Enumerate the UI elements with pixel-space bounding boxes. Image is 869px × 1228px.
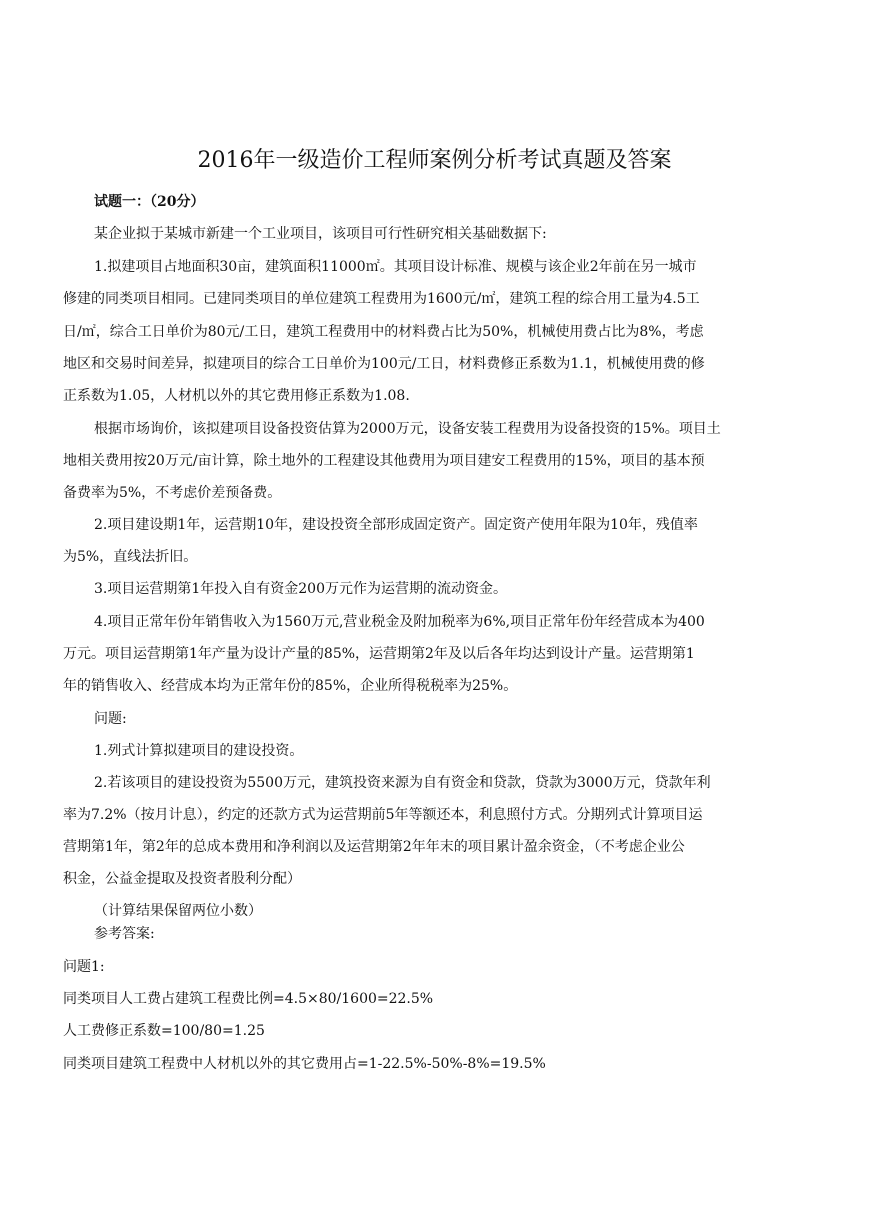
question-1: 1.列式计算拟建项目的建设投资。 [94, 743, 304, 759]
answer-line: 人工费修正系数=100/80=1.25 [63, 1023, 265, 1039]
answer-line: 同类项目建筑工程费中人材机以外的其它费用占=1-22.5%-50%-8%=19.5% [63, 1056, 546, 1072]
answer-question-1-label: 问题1: [63, 959, 105, 975]
questions-label: 问题: [94, 711, 127, 727]
question-2-line: 2.若该项目的建设投资为5500万元，建筑投资来源为自有资金和贷款，贷款为3000万元，贷款年利 [94, 775, 711, 791]
answer-line: 同类项目人工费占建筑工程费比例=4.5×80/1600=22.5% [63, 991, 434, 1007]
item4-line: 年的销售收入、经营成本均为正常年份的85%，企业所得税税率为25%。 [63, 678, 518, 694]
item2-line: 2.项目建设期1年，运营期10年，建设投资全部形成固定资产。固定资产使用年限为10年，残值率 [94, 517, 698, 533]
item1-line: 1.拟建项目占地面积30亩，建筑面积11000㎡。其项目设计标准、规模与该企业2年前在另一城市 [94, 259, 697, 275]
market-line: 根据市场询价，该拟建项目设备投资估算为2000万元，设备安装工程费用为设备投资的15%。项目土 [94, 421, 721, 437]
document-title: 2016年一级造价工程师案例分析考试真题及答案 [197, 148, 672, 173]
precision-note: （计算结果保留两位小数） [94, 903, 262, 919]
question-2-line: 积金，公益金提取及投资者股利分配） [63, 871, 301, 887]
item1-line: 地区和交易时间差异，拟建项目的综合工日单价为100元/工日，材料费修正系数为1.1，机械使用费的修 [63, 356, 705, 372]
intro-paragraph: 某企业拟于某城市新建一个工业项目，该项目可行性研究相关基础数据下: [94, 226, 547, 242]
item1-line: 日/㎡，综合工日单价为80元/工日，建筑工程费用中的材料费占比为50%，机械使用费占比为8%，考虑 [63, 324, 704, 340]
question-2-line: 营期第1年，第2年的总成本费用和净利润以及运营期第2年年末的项目累计盈余资金，（不考虑企业公 [63, 839, 685, 855]
question-heading: 试题一：（20分） [94, 194, 205, 210]
item4-line: 4.项目正常年份年销售收入为1560万元,营业税金及附加税率为6%,项目正常年份年经营成本为400 [94, 614, 705, 630]
item3-line: 3.项目运营期第1年投入自有资金200万元作为运营期的流动资金。 [94, 581, 507, 597]
market-line: 备费率为5%，不考虑价差预备费。 [63, 485, 282, 501]
reference-answer-label: 参考答案: [94, 926, 155, 942]
market-line: 地相关费用按20万元/亩计算，除土地外的工程建设其他费用为项目建安工程费用的15%，项目的基本预 [63, 453, 705, 469]
item1-line: 修建的同类项目相同。已建同类项目的单位建筑工程费用为1600元/㎡，建筑工程的综合用工量为4.5工 [63, 291, 700, 307]
item4-line: 万元。项目运营期第1年产量为设计产量的85%，运营期第2年及以后各年均达到设计产量。运营期第1 [63, 646, 695, 662]
item1-line: 正系数为1.05，人材机以外的其它费用修正系数为1.08. [63, 388, 410, 404]
question-2-line: 率为7.2%（按月计息），约定的还款方式为运营期前5年等额还本，利息照付方式。分期列式计算项目运 [63, 807, 703, 823]
item2-line: 为5%，直线法折旧。 [63, 549, 198, 565]
